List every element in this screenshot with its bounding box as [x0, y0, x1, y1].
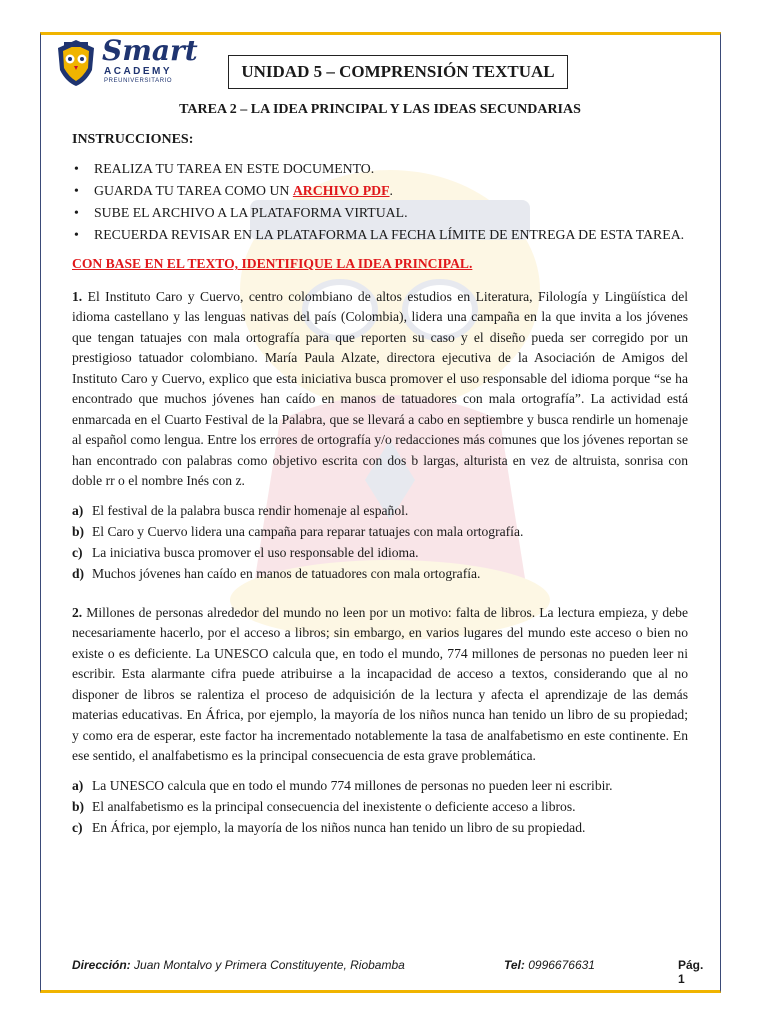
answer-option — [72, 500, 688, 521]
instruction-text: SUBE EL ARCHIVO A LA PLATAFORMA VIRTUAL. — [94, 205, 408, 220]
instruction-text: REALIZA TU TAREA EN ESTE DOCUMENTO. — [94, 161, 375, 176]
pdf-file-link: ARCHIVO PDF — [292, 183, 390, 198]
passage-text: El Instituto Caro y Cuervo, centro colombiano de altos estudios en Literatura, Filología y Lingüística del idioma castellano y las lenguas nativas del país (Colombia), lidera una campaña en la que invita a los jóvenes que tengan tatuajes con mala ortografía para que reporten su caso y el diseño pueda ser corregido por un prestigioso tatuador colombiano. María Paula Alzate, directora ejecutiva de la Asociación de Amigos del Instituto Caro y Cuervo, explico que esta iniciativa busca promover el uso responsable del idioma porque “se ha encontrado que muchos jóvenes han caído en manos de tatuadores con mala ortografía”. La actividad está enmarcada en el Cuarto Festival de la Palabra, que se llevará a cabo en septiembre y busca rendirle un homenaje al español como lengua. Entre los errores de ortografía y/o redacciones más comunes que los jóvenes reportan se han encontrado con palabras como objetivo escrita con dos b largas, alturista en vez de altruista, sonrisa con doble rr o el nombre Inés con z. — [72, 288, 688, 488]
option-text: Muchos jóvenes han caído en manos de tatuadores con mala ortografía. — [92, 565, 481, 581]
address-text: Juan Montalvo y Primera Constituyente, Riobamba — [130, 958, 405, 972]
option-letter: a) — [72, 777, 84, 793]
option-text: La UNESCO calcula que en todo el mundo 774 millones de personas no pueden leer ni escribir. — [92, 777, 613, 793]
bullet-icon: • — [74, 161, 79, 176]
option-letter: c) — [72, 544, 83, 560]
address-label: Dirección: — [72, 958, 131, 972]
passage-text: Millones de personas alrededor del mundo no leen por un motivo: falta de libros. La lectura empieza, y debe necesariamente hacerlo, por el acceso a libros; sin embargo, en varios lugares del mundo este acceso o bien no existe o es deficiente. La UNESCO calcula que, en todo el mundo, 774 millones de personas no pueden leer ni escribir. Esta alarmante cifra puede atribuirse a la incapacidad de acceso a textos, considerando que al no disponer de libros se ralentiza el proceso de adquisición de la lectura y afecta el aprendizaje de las demás materias educativas. En África, por ejemplo, la mayoría de los niños nunca han tenido un libro de su propiedad; y como era de esperar, este factor ha incrementado notablemente la tasa de analfabetismo en este continente. En ese sentido, el analfabetismo es la principal consecuencia de esta grave problemática. — [72, 604, 688, 763]
option-letter: b) — [72, 798, 85, 814]
option-text: El festival de la palabra busca rendir homenaje al español. — [92, 502, 409, 518]
document-body — [72, 100, 688, 838]
logo-preuniversitario-text: PREUNIVERSITARIO — [104, 78, 173, 84]
instruction-item — [72, 202, 688, 224]
question-number: 1. — [72, 288, 83, 304]
option-letter: d) — [72, 565, 85, 581]
instruction-item — [72, 180, 688, 202]
answer-option — [72, 796, 688, 817]
answer-option — [72, 563, 688, 584]
bullet-icon: • — [74, 227, 79, 242]
option-text: El analfabetismo es la principal consecuencia del inexistente o deficiente acceso a libros. — [92, 798, 576, 814]
unit-title: UNIDAD 5 – COMPRENSIÓN TEXTUAL — [228, 55, 568, 89]
answer-option — [72, 775, 688, 796]
answer-option — [72, 542, 688, 563]
bullet-icon: • — [74, 205, 79, 220]
academy-logo — [54, 34, 198, 90]
footer-phone — [504, 958, 595, 972]
page-number: Pág. 1 — [678, 958, 704, 986]
question-1-options — [72, 500, 688, 584]
section-heading: CON BASE EN EL TEXTO, IDENTIFIQUE LA IDEA PRINCIPAL. — [72, 256, 473, 271]
instructions-heading: INSTRUCCIONES: — [72, 131, 194, 147]
question-2-options — [72, 775, 688, 838]
page-header — [48, 34, 718, 96]
answer-option — [72, 817, 688, 838]
instruction-text: RECUERDA REVISAR EN LA PLATAFORMA LA FECHA LÍMITE DE ENTREGA DE ESTA TAREA. — [94, 227, 685, 242]
task-title: TAREA 2 – LA IDEA PRINCIPAL Y LAS IDEAS SECUNDARIAS — [179, 102, 581, 117]
instruction-item — [72, 224, 688, 246]
option-text: El Caro y Cuervo lidera una campaña para reparar tatuajes con mala ortografía. — [92, 523, 524, 539]
instruction-item — [72, 158, 688, 180]
option-letter: b) — [72, 523, 85, 539]
option-text: En África, por ejemplo, la mayoría de los niños nunca han tenido un libro de su propiedad. — [92, 819, 586, 835]
owl-shield-icon — [54, 38, 98, 88]
question-1-passage — [72, 287, 688, 492]
logo-academy-text: ACADEMY — [104, 66, 173, 77]
question-number: 2. — [72, 604, 83, 620]
footer-address — [72, 958, 405, 972]
phone-label: Tel: — [504, 958, 525, 972]
instruction-text: . — [389, 183, 393, 198]
logo-wordmark: Smart — [102, 34, 198, 67]
option-letter: c) — [72, 819, 83, 835]
option-text: La iniciativa busca promover el uso responsable del idioma. — [92, 544, 419, 560]
question-2-passage — [72, 603, 688, 767]
instruction-text: GUARDA TU TAREA COMO UN — [94, 183, 293, 198]
phone-number: 0996676631 — [524, 958, 595, 972]
answer-option — [72, 521, 688, 542]
bullet-icon: • — [74, 183, 79, 198]
instructions-list — [72, 158, 688, 246]
option-letter: a) — [72, 502, 84, 518]
